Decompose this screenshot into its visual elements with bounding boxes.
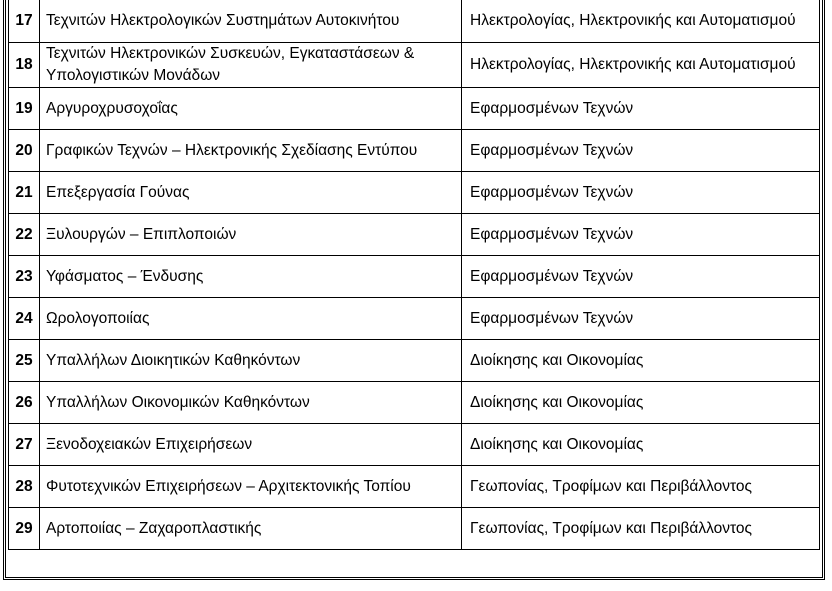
row-number: 20 <box>9 130 40 172</box>
sector-cell: Εφαρμοσμένων Τεχνών <box>462 214 820 256</box>
specialty-cell: Αργυροχρυσοχοΐας <box>40 88 462 130</box>
sector-cell: Γεωπονίας, Τροφίμων και Περιβάλλοντος <box>462 466 820 508</box>
row-number: 19 <box>9 88 40 130</box>
row-number: 29 <box>9 508 40 550</box>
sector-cell: Εφαρμοσμένων Τεχνών <box>462 256 820 298</box>
specialty-cell: Αρτοποιίας – Ζαχαροπλαστικής <box>40 508 462 550</box>
row-number: 26 <box>9 382 40 424</box>
specialty-cell: Ωρολογοποιίας <box>40 298 462 340</box>
sector-cell: Ηλεκτρολογίας, Ηλεκτρονικής και Αυτοματισμού <box>462 0 820 43</box>
table-row <box>9 340 820 382</box>
row-number: 18 <box>9 43 40 88</box>
row-number: 28 <box>9 466 40 508</box>
table-row <box>9 382 820 424</box>
specialty-cell: Ξενοδοχειακών Επιχειρήσεων <box>40 424 462 466</box>
table-row <box>9 130 820 172</box>
sector-cell: Εφαρμοσμένων Τεχνών <box>462 298 820 340</box>
table-row <box>9 298 820 340</box>
table-row <box>9 172 820 214</box>
specialty-cell: Υπαλλήλων Διοικητικών Καθηκόντων <box>40 340 462 382</box>
table-row <box>9 43 820 88</box>
specialty-cell: Γραφικών Τεχνών – Ηλεκτρονικής Σχεδίασης Εντύπου <box>40 130 462 172</box>
table-row <box>9 88 820 130</box>
table-row <box>9 214 820 256</box>
specialty-cell: Φυτοτεχνικών Επιχειρήσεων – Αρχιτεκτονικής Τοπίου <box>40 466 462 508</box>
sector-cell: Γεωπονίας, Τροφίμων και Περιβάλλοντος <box>462 508 820 550</box>
specialty-cell: Τεχνιτών Ηλεκτρονικών Συσκευών, Εγκαταστάσεων & Υπολογιστικών Μονάδων <box>40 43 462 88</box>
row-number: 17 <box>9 0 40 43</box>
sector-cell: Εφαρμοσμένων Τεχνών <box>462 130 820 172</box>
sector-cell: Εφαρμοσμένων Τεχνών <box>462 88 820 130</box>
specialty-cell: Ξυλουργών – Επιπλοποιών <box>40 214 462 256</box>
specialty-cell: Επεξεργασία Γούνας <box>40 172 462 214</box>
row-number: 23 <box>9 256 40 298</box>
specialty-cell: Υφάσματος – Ένδυσης <box>40 256 462 298</box>
sector-cell: Ηλεκτρολογίας, Ηλεκτρονικής και Αυτοματισμού <box>462 43 820 88</box>
table-row <box>9 256 820 298</box>
specialty-cell: Τεχνιτών Ηλεκτρολογικών Συστημάτων Αυτοκινήτου <box>40 0 462 43</box>
specialties-table <box>8 0 820 550</box>
table-row <box>9 424 820 466</box>
row-number: 21 <box>9 172 40 214</box>
table-row <box>9 466 820 508</box>
sector-cell: Διοίκησης και Οικονομίας <box>462 382 820 424</box>
specialty-cell: Υπαλλήλων Οικονομικών Καθηκόντων <box>40 382 462 424</box>
row-number: 27 <box>9 424 40 466</box>
sector-cell: Διοίκησης και Οικονομίας <box>462 424 820 466</box>
row-number: 22 <box>9 214 40 256</box>
table-row <box>9 508 820 550</box>
row-number: 25 <box>9 340 40 382</box>
sector-cell: Εφαρμοσμένων Τεχνών <box>462 172 820 214</box>
row-number: 24 <box>9 298 40 340</box>
sector-cell: Διοίκησης και Οικονομίας <box>462 340 820 382</box>
table-row <box>9 0 820 43</box>
